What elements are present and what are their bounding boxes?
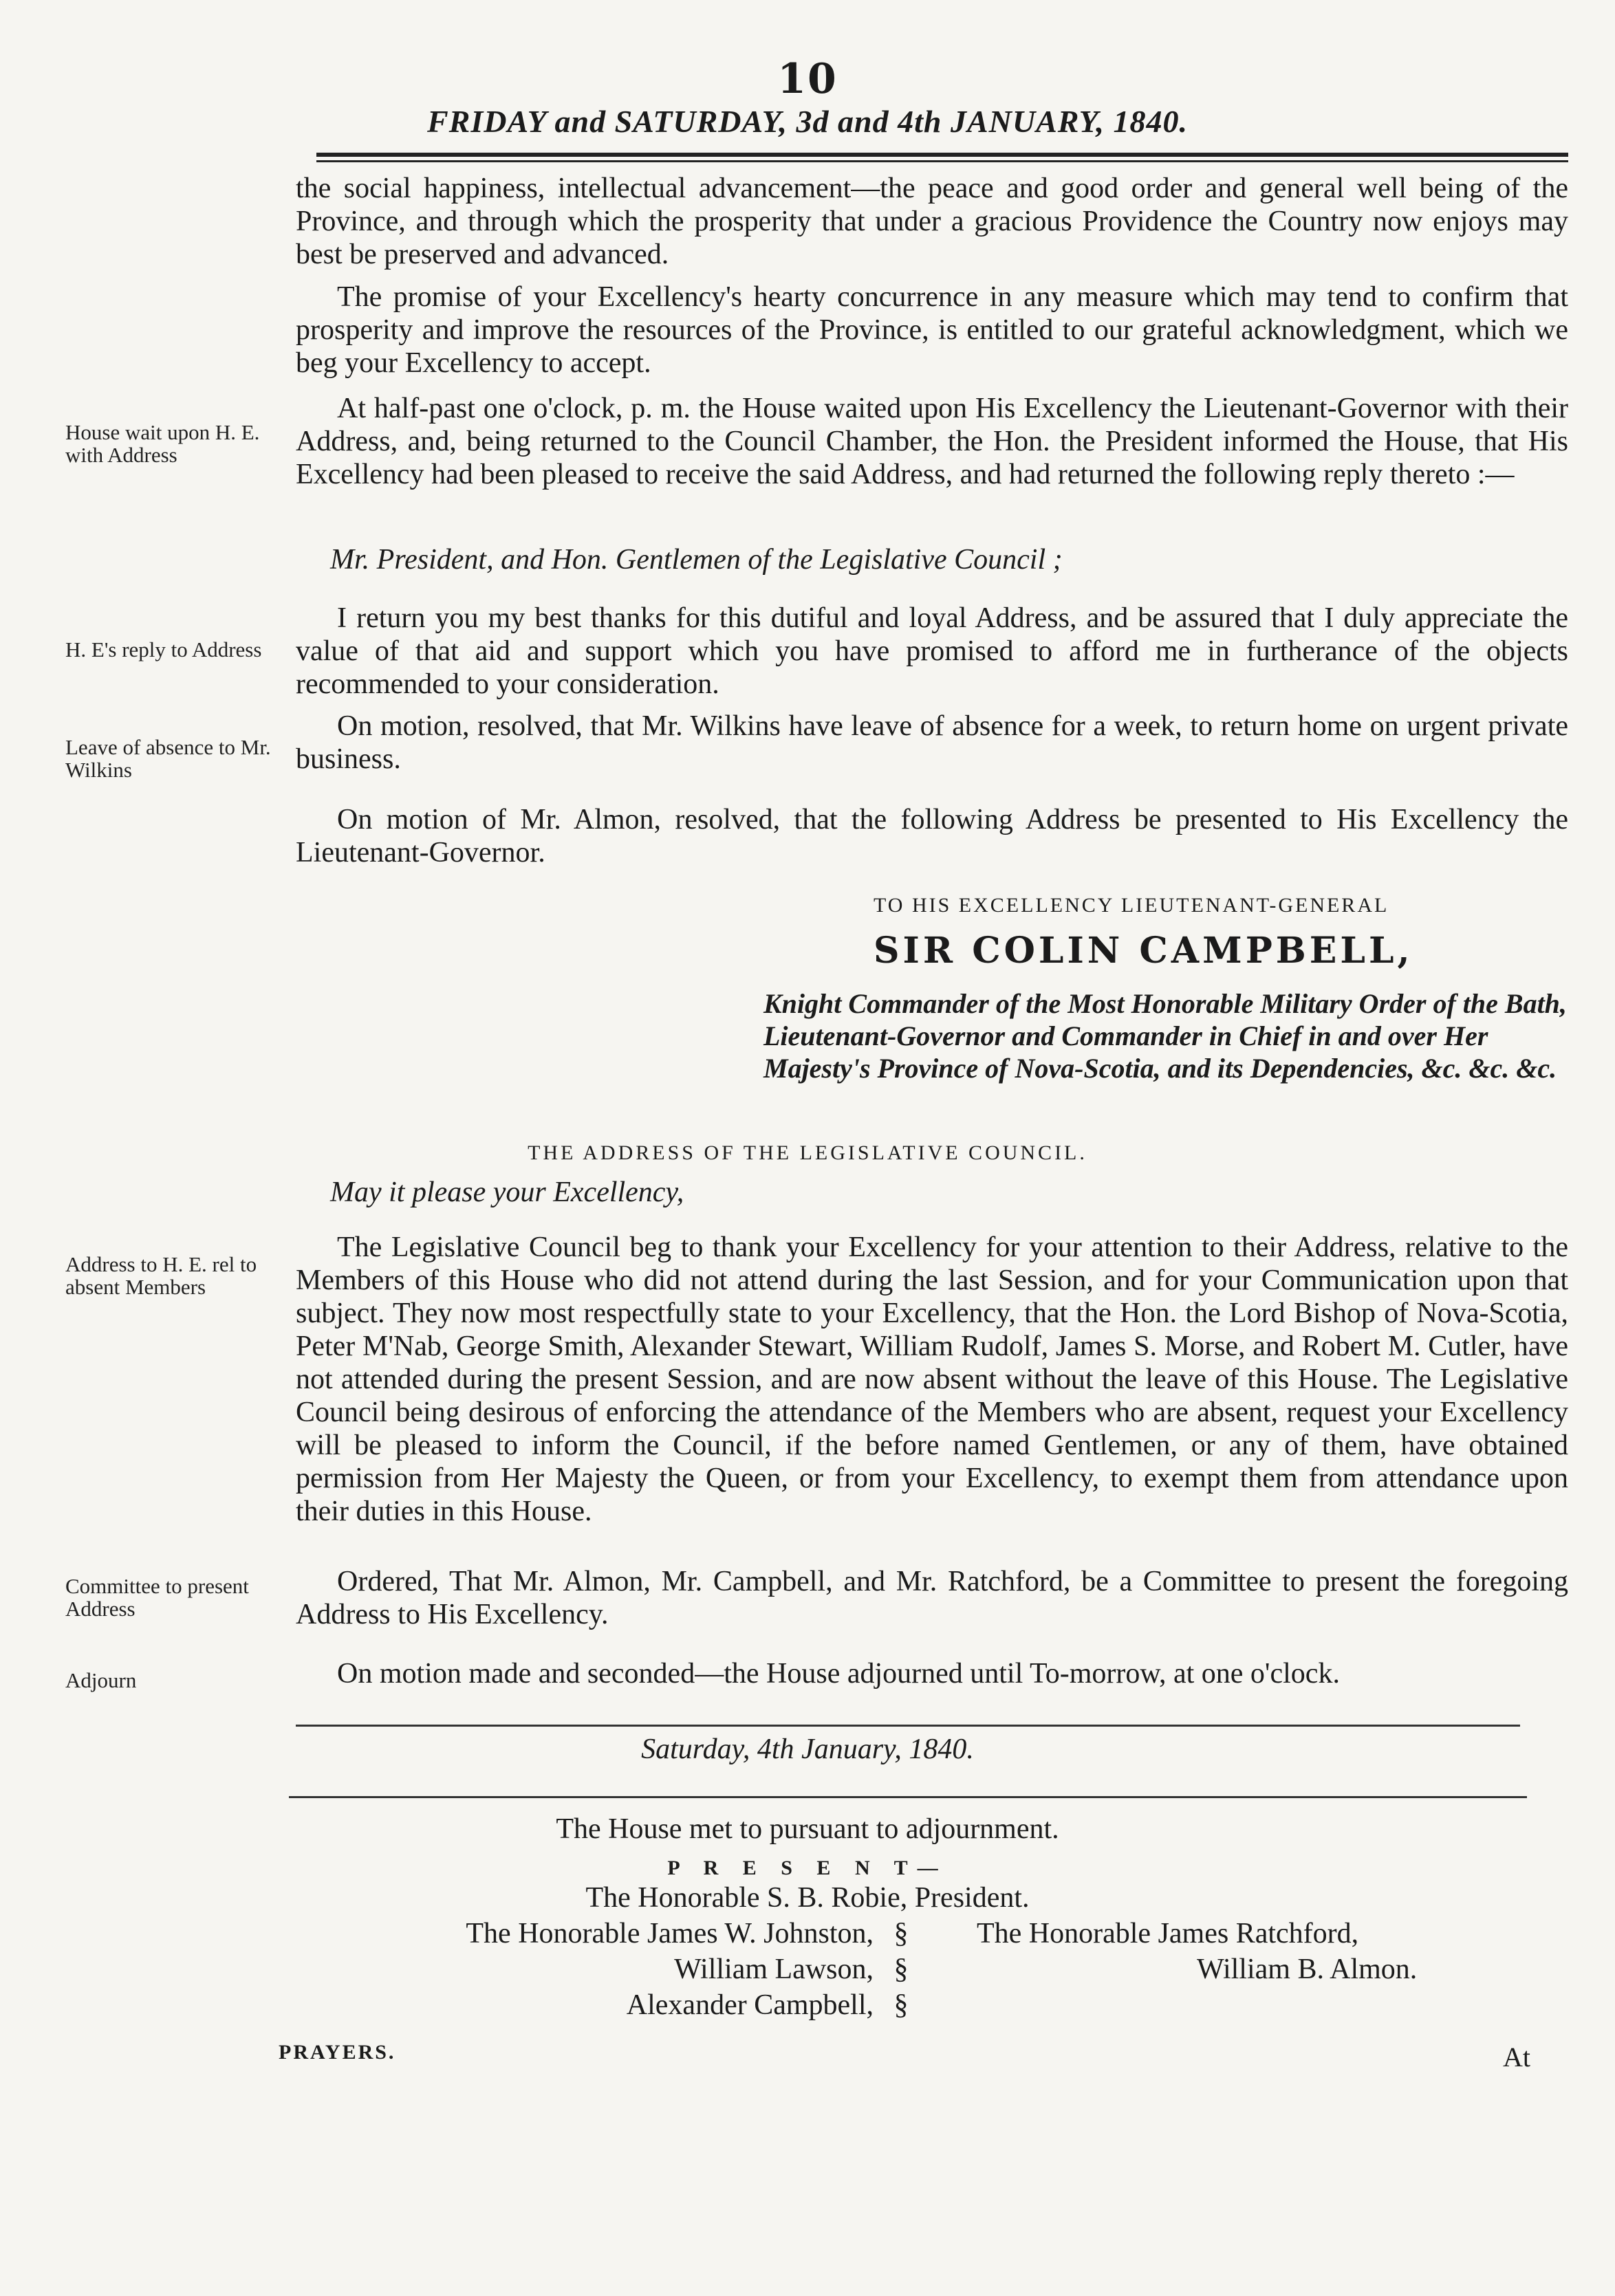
margin-note-leave-absence: Leave of absence to Mr. Wilkins	[65, 735, 271, 782]
attendees-right-column	[977, 1916, 1486, 1987]
addressee-block	[874, 894, 1561, 972]
paragraph-address-text: The Legislative Council beg to thank your Excellency for your attention to their Address, relative to the Members of this House who did not attend during the last Session, and for your Communication upon that subject. They now most respectfully state to your Excellency, that the Hon. the Lord Bishop of Nova-Scotia, Peter M'Nab, George Smith, Alexander Stewart, William Rudolf, James S. Morse, and Robert M. Cutler, have not attended during the present Session, and are now absent without the leave of this House. The Legislative Council being desirous of enforcing the attendance of the Members who are absent, request your Excellency will be pleased to inform the Council, if the before named Gentlemen, or any of them, have obtained permission from Her Majesty the Queen, or from your Excellency, to exempt them from attendance upon their duties in this House.	[296, 1232, 1568, 1527]
house-met-line: The House met to pursuant to adjournment.	[556, 1813, 1059, 1845]
attendee-left: William Lawson,	[674, 1954, 874, 1985]
paragraph-house-waited: At half-past one o'clock, p. m. the House waited upon His Excellency the Lieutenant-Governor with their Address, and, being returned to the Council Chamber, the Hon. the President informed the House, that His Excellency had been pleased to receive the said Address, and had returned the following reply thereto :—	[296, 393, 1568, 490]
section-rule-bottom	[289, 1796, 1527, 1798]
addressee-titles: Knight Commander of the Most Honorable Military Order of the Bath, Lieutenant-Governor and Commander in Chief in and over Her Majesty's Province of Nova-Scotia, and its Dependencies, &c. &c. &c.	[763, 988, 1567, 1084]
attendees-left-column	[351, 1916, 874, 2023]
address-salutation: May it please your Excellency,	[330, 1177, 684, 1208]
paragraph-promise: The promise of your Excellency's hearty concurrence in any measure which may tend to confirm that prosperity and improve the resources of the Province, is entitled to our grateful acknowledgment, which we beg your Excellency to accept.	[296, 281, 1568, 379]
page-number: 10	[777, 55, 838, 103]
running-head: FRIDAY and SATURDAY, 3d and 4th JANUARY, 1840.	[426, 104, 1189, 139]
prayers-label: PRAYERS.	[279, 2041, 396, 2064]
paragraph-he-reply: I return you my best thanks for this dutiful and loyal Address, and be assured that I duly appreciate the value of that aid and support which you have promised to afford me in furtherance of the objects recommended to your consideration.	[296, 602, 1568, 700]
section-rule-top	[296, 1725, 1520, 1727]
section-mark: §	[893, 1918, 909, 1949]
addressee-name: SIR COLIN CAMPBELL,	[874, 930, 1413, 972]
paragraph-continuation: the social happiness, intellectual advancement—the peace and good order and general well being of the Province, and through which the prosperity that under a gracious Providence the Country now enjoys may best be preserved and advanced.	[296, 173, 1568, 270]
section-mark: §	[893, 1989, 909, 2021]
paragraph-adjourn: On motion made and seconded—the House adjourned until To-morrow, at one o'clock.	[337, 1658, 1340, 1690]
margin-note-adjourn: Adjourn	[65, 1668, 137, 1692]
margin-note-committee: Committee to present Address	[65, 1574, 249, 1621]
margin-note-house-wait: House wait upon H. E. with Address	[65, 420, 260, 467]
attendee-right: William B. Almon.	[1197, 1954, 1418, 1985]
attendee-left: Alexander Campbell,	[626, 1989, 874, 2021]
paragraph-ordered: Ordered, That Mr. Almon, Mr. Campbell, and Mr. Ratchford, be a Committee to present the foregoing Address to His Excellency.	[296, 1566, 1568, 1630]
header-rule	[316, 153, 1568, 162]
paragraph-leave-absence: On motion, resolved, that Mr. Wilkins have leave of absence for a week, to return home on urgent private business.	[296, 710, 1568, 775]
catchword: At	[1503, 2042, 1530, 2073]
margin-note-he-reply: H. E's reply to Address	[65, 637, 262, 662]
reply-salutation: Mr. President, and Hon. Gentlemen of the Legislative Council ;	[330, 544, 1063, 576]
margin-note-address-absent: Address to H. E. rel to absent Members	[65, 1252, 257, 1299]
addressee-title-line: TO HIS EXCELLENCY LIEUTENANT-GENERAL	[874, 894, 1389, 917]
section-mark: §	[893, 1954, 909, 1985]
attendee-left: The Honorable James W. Johnston,	[466, 1918, 874, 1949]
present-label: P R E S E N T—	[667, 1857, 948, 1879]
section-marks-column	[887, 1916, 915, 2023]
address-heading: THE ADDRESS OF THE LEGISLATIVE COUNCIL.	[528, 1141, 1087, 1164]
saturday-date: Saturday, 4th January, 1840.	[641, 1734, 974, 1765]
president-line: The Honorable S. B. Robie, President.	[585, 1882, 1030, 1914]
paragraph-almon-motion: On motion of Mr. Almon, resolved, that the following Address be presented to His Excellency the Lieutenant-Governor.	[296, 804, 1568, 868]
attendee-right: The Honorable James Ratchford,	[977, 1918, 1359, 1949]
